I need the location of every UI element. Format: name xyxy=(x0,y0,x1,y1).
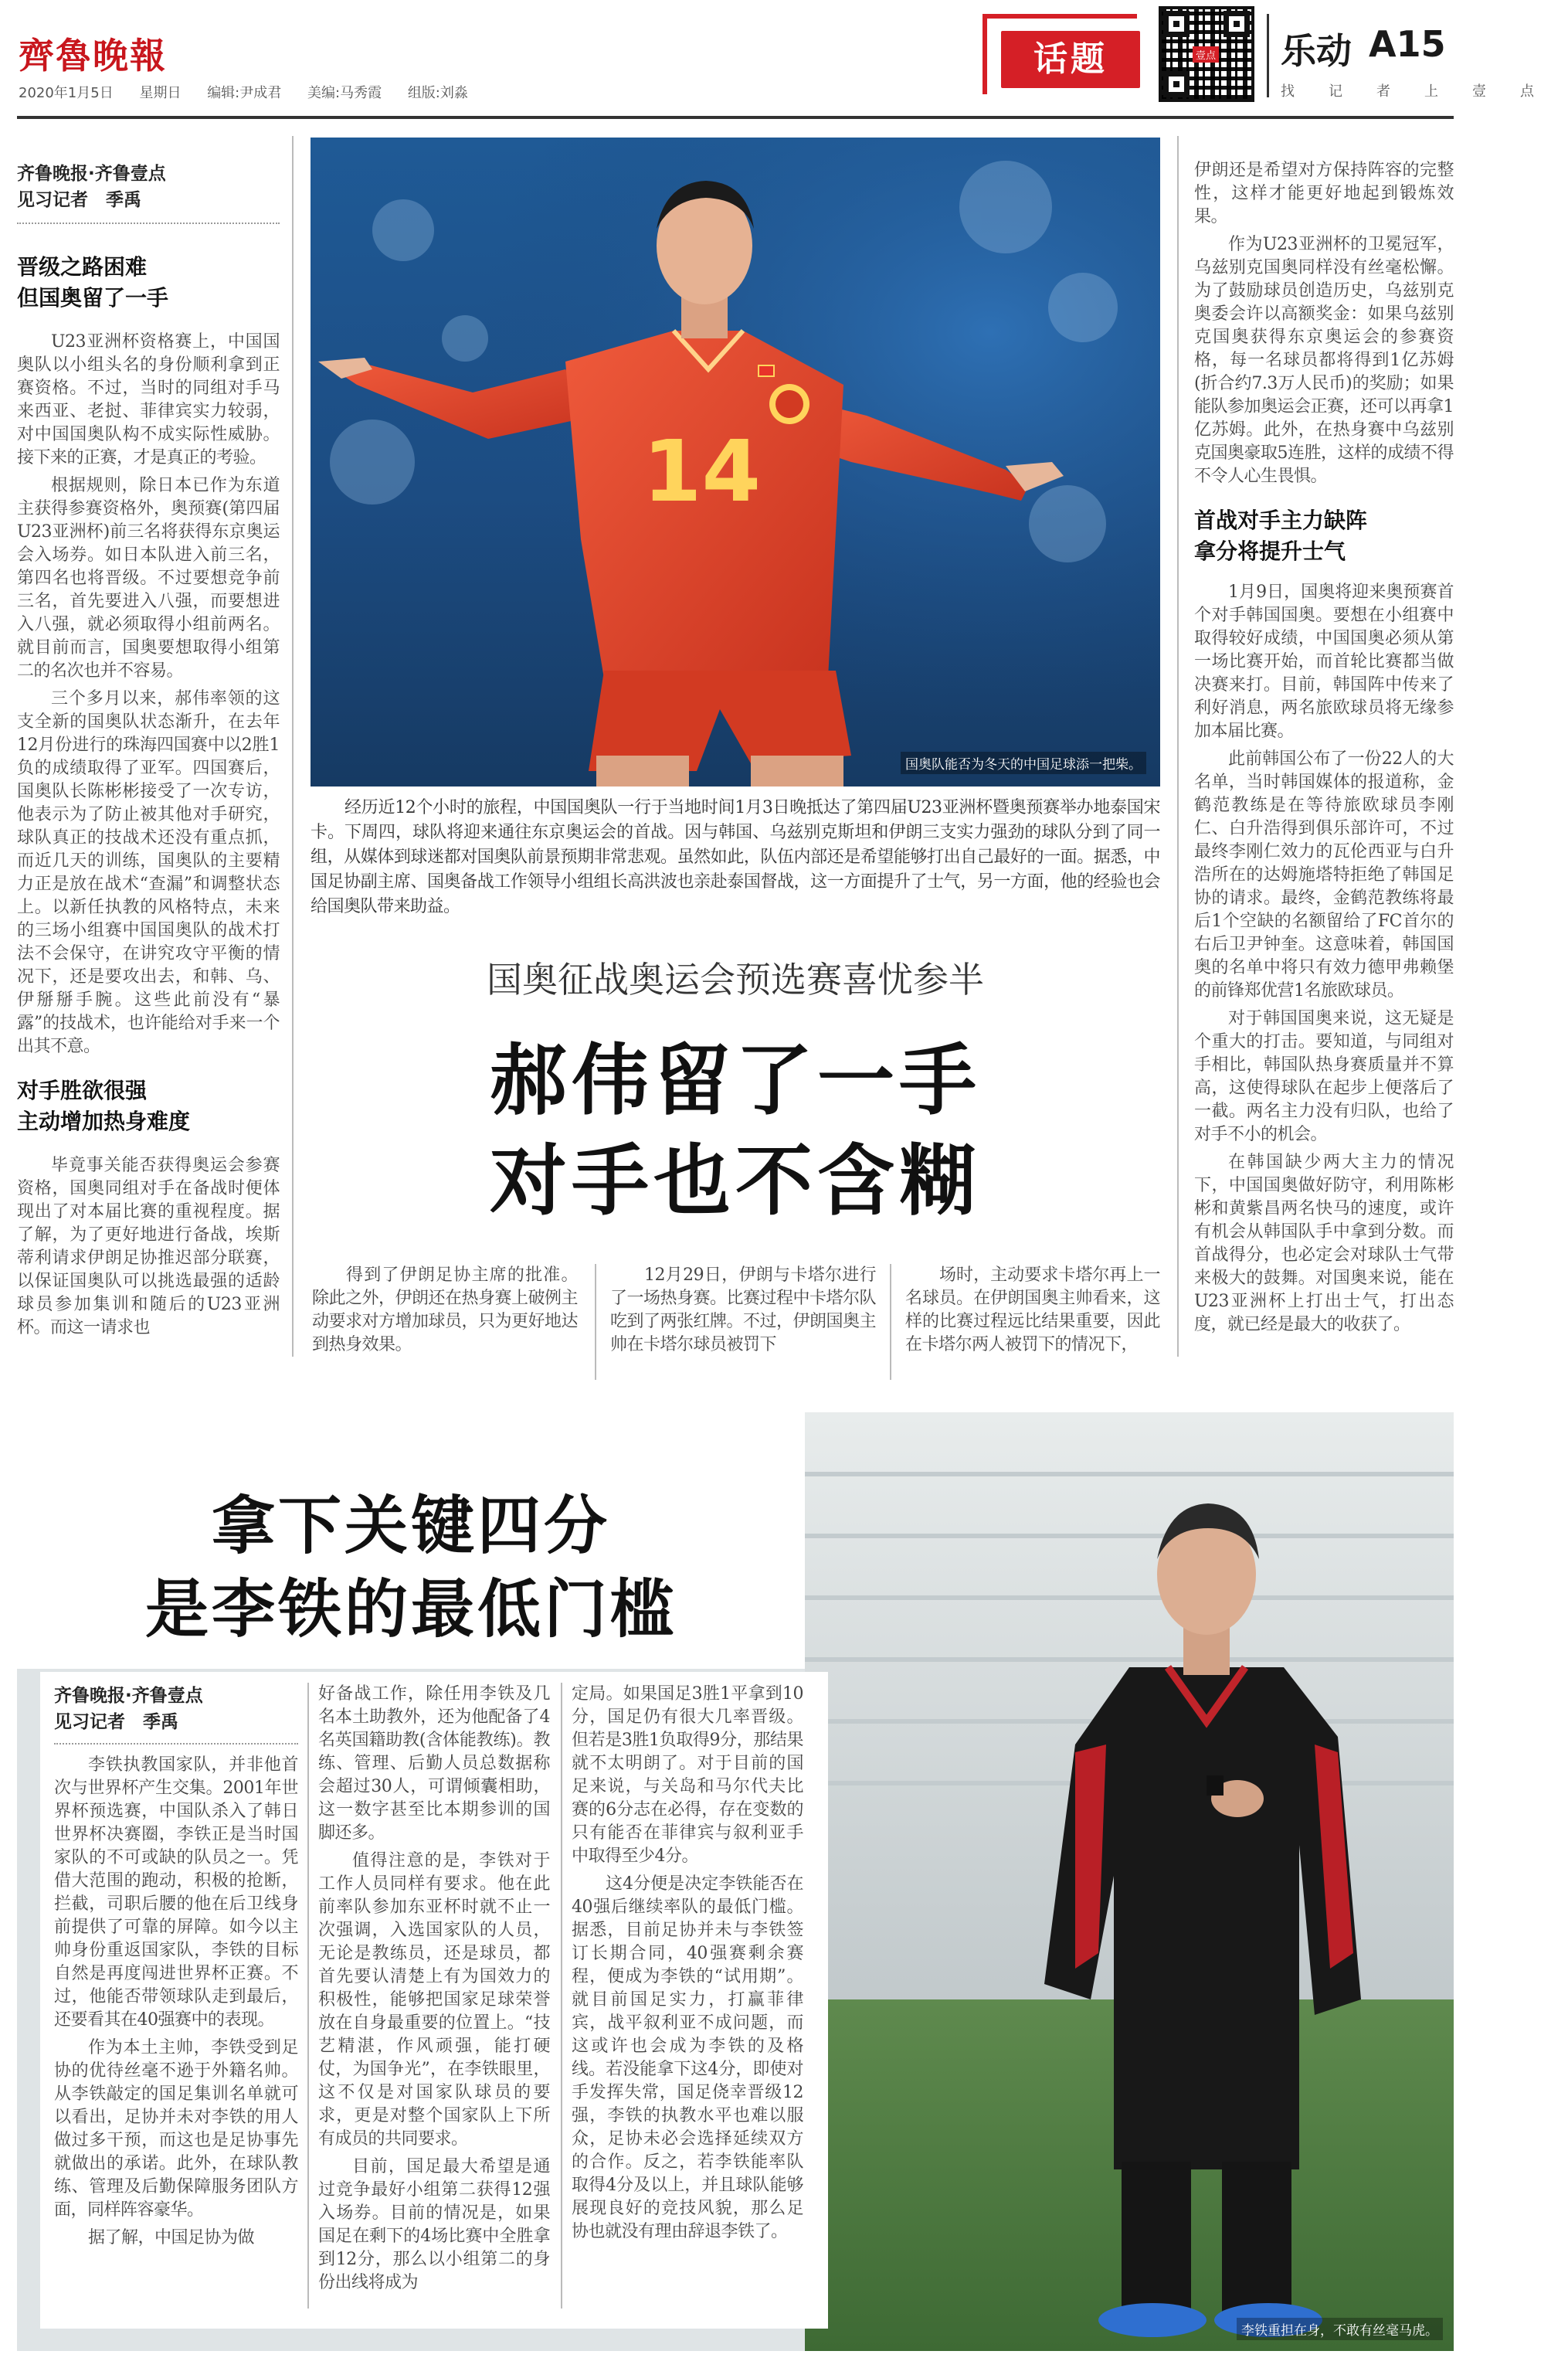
right-column xyxy=(1194,159,1454,1337)
subhead-2: 对手胜欲很强 主动增加热身难度 xyxy=(17,1078,191,1134)
art-editor-credit: 美编:马秀霞 xyxy=(307,85,382,101)
main-headline-line1: 郝伟留了一手 xyxy=(490,1035,981,1126)
issue-weekday: 星期日 xyxy=(139,85,182,101)
column-divider xyxy=(890,1264,891,1380)
mid-column-1: 得到了伊朗足协主席的批准。除此之外，伊朗还在热身赛上破例主动要求对方增加球员，只为更好地达到热身效果。 xyxy=(312,1266,579,1354)
second-col-3: 定局。如果国足3胜1平拿到10分，国足仍有很大几率晋级。但若是3胜1负取得9分，那结果就不太明朗了。对于目前的国足来说，与关岛和马尔代夫比赛的6分志在必得，存在变数的只有能否在菲律宾与叙利亚手中取得至少4分。 这4分便是决定李铁能否在40强后继续率队的最低门槛。据悉，目前足协并未与李铁签订长期合同，40强赛剩余赛程，便成为李铁的“试用期”。就目前国足实力，打赢菲律宾，战平叙利亚不成问题，而这或许也会成为李铁的及格线。若没能拿下这4分，即使对手发挥失常，国足侥幸晋级12强，李铁的执教水平也难以服众，足协未必会选择延续双方的合作。反之，若李铁能率队取得4分及以上，并且球队能够展现良好的竞技风貌，那么足协也就没有理由辞退李铁了。 xyxy=(572,1684,803,2241)
article-body: 毕竟事关能否获得奥运会参赛资格，国奥同组对手在备战时便体现出了对本届比赛的重视程度。据了解，为了更好地进行备战，埃斯蒂利请求伊朗足协推迟部分联赛，以保证国奥队可以挑选最强的适龄球员参加集训和随后的U23亚洲杯。而这一请求也 xyxy=(17,1156,280,1337)
header-divider xyxy=(1267,14,1269,97)
second-col-1 xyxy=(54,1683,298,2250)
jersey-number: 14 xyxy=(643,422,762,521)
reporter-credit: 找 记 者 上 壹 点 xyxy=(1281,83,1534,100)
layout-credit: 组版:刘淼 xyxy=(407,85,468,101)
second-headline-line1: 拿下关键四分 xyxy=(211,1490,610,1563)
header-meta xyxy=(19,82,490,102)
main-headline-line2: 对手也不含糊 xyxy=(490,1136,981,1226)
header-rule xyxy=(17,116,1454,119)
coach-illustration xyxy=(805,1412,1454,2351)
column-divider xyxy=(307,1683,309,2309)
byline: 齐鲁晚报·齐鲁壹点 见习记者 季禹 xyxy=(17,164,166,210)
coach-photo xyxy=(805,1412,1454,2351)
qr-label: 壹点 xyxy=(1193,46,1219,63)
photo-caption: 国奥队能否为冬天的中国足球添一把柴。 xyxy=(901,752,1146,774)
article-body: 李铁执教国家队，并非他首次与世界杯产生交集。2001年世界杯预选赛，中国队杀入了韩日世界杯决赛圈，李铁正是当时国家队的不可或缺的队员之一。凭借大范围的跑动，积极的抢断，拦截，司职后腰的他在后卫线身前提供了可靠的屏障。如今以主帅身份重返国家队，李铁的目标自然是再度闯进世界杯正赛。不过，他能否带领球队走到最后，还要看其在40强赛中的表现。 作为本土主帅，李铁受到足协的优待丝毫不逊于外籍名帅。从李铁敲定的国足集训名单就可以看出，足协并未对李铁的用人做过多干预，而这也是足协事先就做出的承诺。此外，在球队教练、管理及后勤保障服务团队方面，同样阵容豪华。 据了解，中国足协为做 xyxy=(54,1755,298,2247)
qr-code-icon[interactable] xyxy=(1159,6,1254,102)
left-column xyxy=(17,161,280,1340)
issue-date: 2020年1月5日 xyxy=(19,85,114,101)
column-divider xyxy=(1177,136,1179,1357)
second-col-2: 好备战工作，除任用李铁及几名本土助教外，还为他配备了4名英国籍助教(含体能教练)。教练、管理、后勤人员总数据称会超过30人，可谓倾囊相助，这一数字甚至比本期参训的国脚还多。 值得注意的是，李铁对于工作人员同样有要求。他在此前率队参加东亚杯时就不止一次强调，入选国家队的人员，无论是教练员，还是球员，都首先要认清楚上有为国效力的积极性，能够把国家足球荣誉放在自身最重要的位置上。“技艺精湛，作风顽强，能打硬仗，为国争光”，在李铁眼里，这不仅是对国家队球员的要求，更是对整个国家队上下所有成员的共同要求。 目前，国足最大希望是通过竞争最好小组第二获得12强入场券。目前的情况是，如果国足在剩下的4场比赛中全胜拿到12分，那么以小组第二的身份出线将成为 xyxy=(318,1684,550,2292)
editor-credit: 编辑:尹成君 xyxy=(207,85,282,101)
second-byline: 齐鲁晚报·齐鲁壹点 见习记者 季禹 xyxy=(54,1686,203,1732)
mid-column-3: 场时，主动要求卡塔尔再上一名球员。在伊朗国奥主帅看来，这样的比赛过程远比结果重要，因此在卡塔尔两人被罚下的情况下， xyxy=(905,1266,1160,1354)
article-body: 1月9日，国奥将迎来奥预赛首个对手韩国国奥。要想在小组赛中取得较好成绩，中国国奥必须从第一场比赛开始，而首轮比赛都当做决赛来打。目前，韩国阵中传来了利好消息，两名旅欧球员将无缘参加本届比赛。 此前韩国公布了一份22人的大名单，当时韩国媒体的报道称，金鹤范教练是在等待旅欧球员李刚仁、白升浩得到俱乐部许可，不过最终李刚仁效力的瓦伦西亚与白升浩所在的达姆施塔特拒绝了韩国足协的请求。最终，金鹤范教练将最后1个空缺的名额留给了FC首尔的右后卫尹钟奎。这意味着，韩国国奥的名单中将只有效力德甲弗赖堡的前锋郑优营1名旅欧球员。 对于韩国国奥来说，这无疑是个重大的打击。要知道，与同组对手相比，韩国队热身赛质量并不算高，这使得球队在起步上便落后了一截。两名主力没有归队，也给了对手不小的机会。 在韩国缺少两大主力的情况下，中国国奥做好防守，利用陈彬彬和黄紫昌两名快马的速度，或许有机会从韩国队手中拿到分数。而首战得分，也必定会对球队士气带来极大的鼓舞。对国奥来说，能在U23亚洲杯上打出士气，打出态度，就已经是最大的收获了。 xyxy=(1194,583,1454,1334)
headline-kicker: 国奥征战奥运会预选赛喜忧参半 xyxy=(487,959,984,1001)
column-divider xyxy=(292,136,294,1357)
subhead-1: 晋级之路困难 但国奥留了一手 xyxy=(17,254,169,311)
mid-column-2: 12月29日，伊朗与卡塔尔进行了一场热身赛。比赛过程中卡塔尔队吃到了两张红牌。不过，伊朗国奥主帅在卡塔尔球员被罚下 xyxy=(610,1266,877,1354)
coach-photo-caption: 李铁重担在身，不敢有丝毫马虎。 xyxy=(1237,2318,1443,2340)
player-illustration xyxy=(311,138,1160,787)
player-photo xyxy=(311,138,1160,787)
masthead-logo: 齊魯晚報 xyxy=(19,35,167,76)
lead-paragraph: 经历近12个小时的旅程，中国国奥队一行于当地时间1月3日晚抵达了第四届U23亚洲杯暨奥预赛举办地泰国宋卡。下周四，球队将迎来通往东京奥运会的首战。因与韩国、乌兹别克斯坦和伊朗三支实力强劲的球队分到了同一组，从媒体到球迷都对国奥队前景预期非常悲观。虽然如此，队伍内部还是希望能够打出自己最好的一面。据悉，中国足协副主席、国奥备战工作领导小组组长高洪波也亲赴泰国督战，这一方面提升了士气，另一方面，他的经验也会给国奥队带来助益。 xyxy=(311,798,1160,916)
column-divider xyxy=(561,1683,562,2309)
section-name: 乐动 xyxy=(1281,30,1352,72)
page-number: A15 xyxy=(1369,23,1446,65)
article-body: U23亚洲杯资格赛上，中国国奥队以小组头名的身份顺利拿到正赛资格。不过，当时的同组对手马来西亚、老挝、菲律宾实力较弱，对中国国奥队构不成实际性威胁。接下来的正赛，才是真正的考验。 根据规则，除日本已作为东道主获得参赛资格外，奥预赛(第四届U23亚洲杯)前三名将获得东京奥运会入场券。如日本队进入前三名，第四名也将晋级。不过要想竞争前三名，首先要进入八强，而要想进入八强，就必须取得小组前两名。就目前而言，国奥要想取得小组第二的名次也并不容易。 三个多月以来，郝伟率领的这支全新的国奥队状态渐升，在去年12月份进行的珠海四国赛中以2胜1负的成绩取得了亚军。四国赛后，国奥队长陈彬彬接受了一次专访，他表示为了防止被其他对手研究，球队真正的技战术还没有重点抓，而近几天的训练，国奥队的主要精力正是放在战术“查漏”和调整状态上。以新任执教的风格特点，未来的三场小组赛中国国奥队的战术打法不会保守，在讲究攻守平衡的情况下，还是要攻出去，和韩、乌、伊掰掰手腕。这些此前没有“暴露”的技战术，也许能给对手来一个出其不意。 xyxy=(17,332,280,1056)
article-body: 伊朗还是希望对方保持阵容的完整性，这样才能更好地起到锻炼效果。 作为U23亚洲杯的卫冕冠军，乌兹别克国奥同样没有丝毫松懈。为了鼓励球员创造历史，乌兹别克奥委会许以高额奖金：如果乌兹别克国奥获得东京奥运会的参赛资格，每一名球员都将得到1亿苏姆(折合约7.3万人民币)的奖励；如果能队参加奥运会正赛，还可以再拿1亿苏姆。此外，在热身赛中乌兹别克国奥豪取5连胜，这样的成绩不得不令人心生畏惧。 xyxy=(1194,161,1454,486)
column-divider xyxy=(595,1264,596,1380)
topic-badge: 话题 xyxy=(1001,31,1140,88)
second-headline-line2: 是李铁的最低门槛 xyxy=(144,1573,677,1646)
subhead-3: 首战对手主力缺阵 拿分将提升士气 xyxy=(1194,508,1368,564)
